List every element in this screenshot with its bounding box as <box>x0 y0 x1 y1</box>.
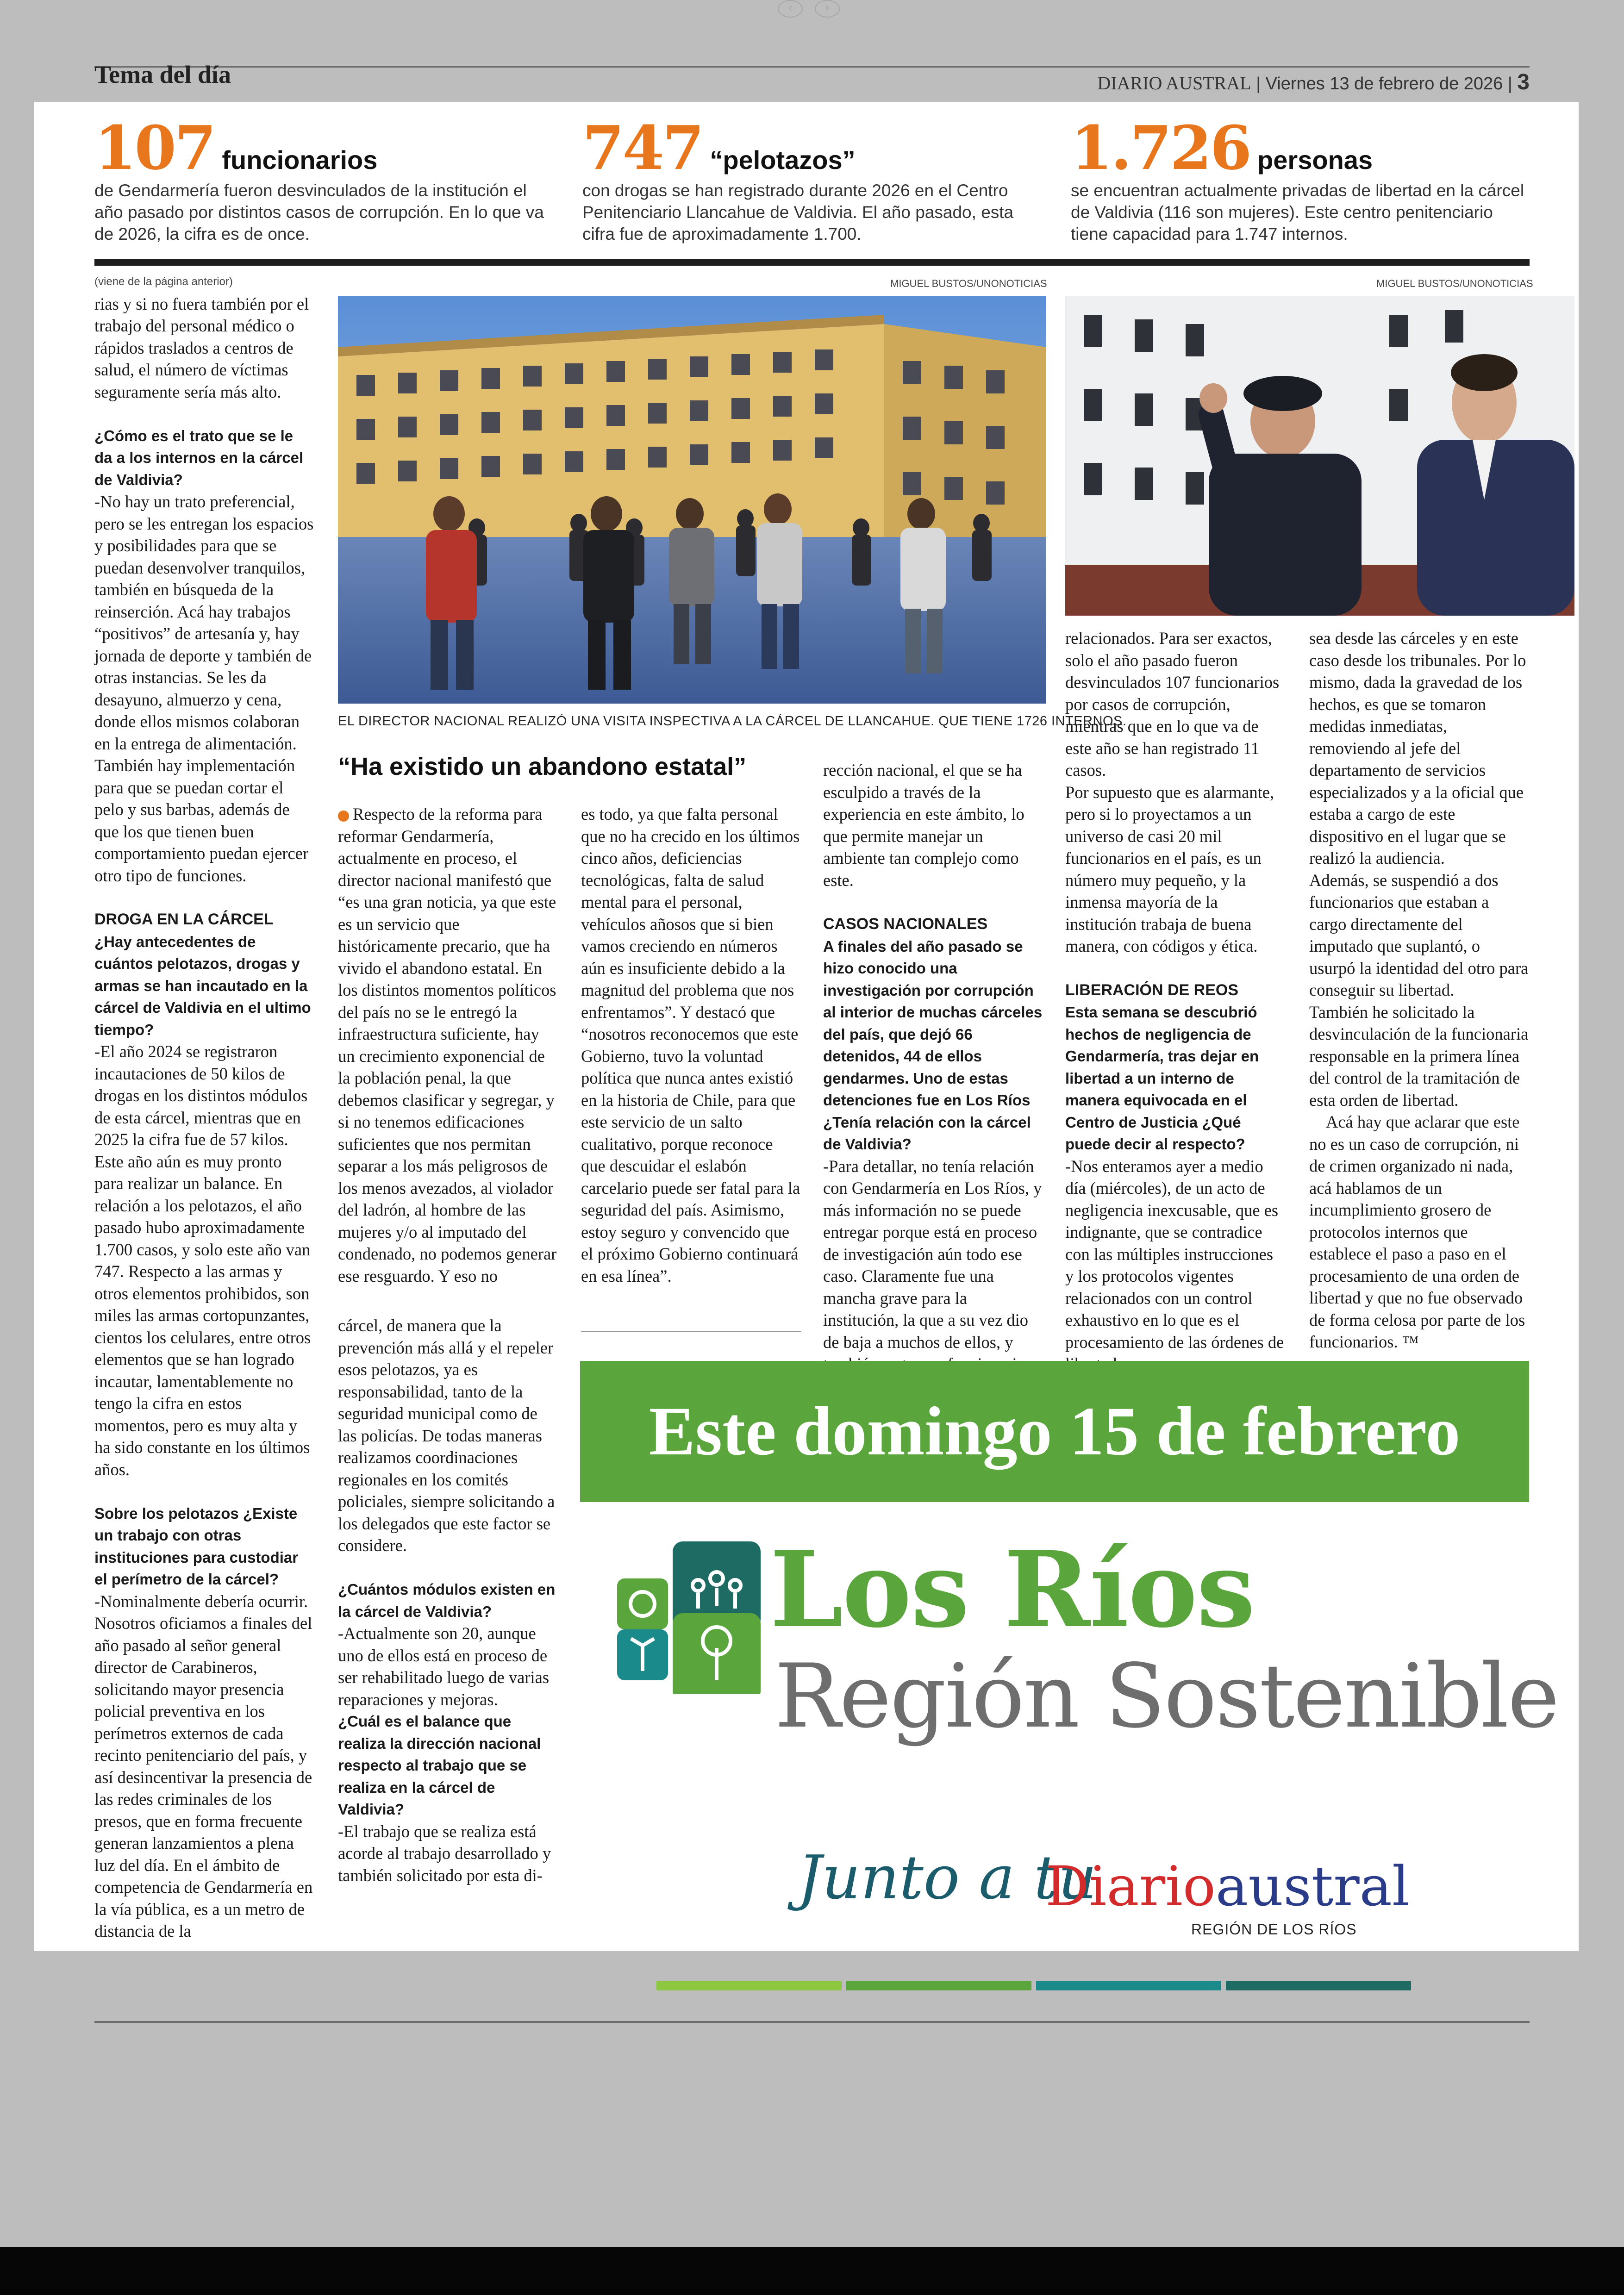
photo-credit: MIGUEL BUSTOS/UNONOTICIAS <box>890 278 1047 289</box>
question: Sobre los pelotazos ¿Existe un trabajo con otras instituciones para custodiar el perímetro de la cárcel? <box>94 1504 299 1588</box>
bullet-dot <box>338 811 349 822</box>
column-rule <box>581 1331 801 1332</box>
logo-region: REGIÓN DE LOS RÍOS <box>1191 1921 1357 1938</box>
ad-stripe <box>1226 1981 1411 1990</box>
article-column-6 <box>1309 627 1530 1353</box>
issue-date: | Viernes 13 de febrero de 2026 | <box>1256 74 1512 94</box>
answer: -Para detallar, no tenía relación con Gendarmería en Los Ríos, y más información no se puede entregar porque está en proceso de investigación aún todo ese caso. Claramente fue una mancha grave para la institución, la que a su vez dio de baja a muchos de ellos, y <box>823 1156 1042 1352</box>
viewer-bottom-bar <box>0 2247 1624 2295</box>
stat-word: funcionarios <box>222 145 378 175</box>
chevron-left-icon[interactable]: ‹ <box>778 0 803 18</box>
question: Esta semana se descubrió hechos de negligencia de Gendarmería, tras dejar en libertad a un interno de manera equivocada en el Centro de Justicia ¿Qué puede decir al respecto? <box>1065 1004 1259 1153</box>
article-column-3 <box>581 803 801 1287</box>
answer: -El año 2024 se registraron incautaciones de 50 kilos de drogas en los distintos módulos de esta cárcel, mientras que en 2025 la cifra fue de 57 kilos. Este año aún es muy pronto para realizar un balance. En relación a los pelotazos, el año pasado hubo aproximadamente 1.700 casos, y solo este año van 747. Respecto a las armas y otros elementos prohibidos, son miles las armas cortopunzantes, cientos los celulares, entre otros elementos que se han logrado incautar, lamentablemente no tengo la cifra en estos momentos, pero es muy alta y ha sido constante en los últimos años. <box>94 1042 311 1479</box>
ad-brand-title: Los Ríos <box>770 1529 1255 1651</box>
stat-desc: con drogas se han registrado durante 2026 en el Centro Penitenciario Llancahue de Valdivia. El año pasado, esta cifra fue de aproximadamente 1.700. <box>582 181 1014 243</box>
ad-title: Este domingo 15 de febrero <box>649 1393 1461 1470</box>
article-column-2 <box>338 803 558 1886</box>
section-heading: DROGA EN LA CÁRCEL <box>94 911 274 928</box>
continued-note: (viene de la página anterior) <box>94 275 233 288</box>
section-divider <box>94 259 1530 266</box>
answer: -Actualmente son 20, aunque uno de ellos está en proceso de ser rehabilitado luego de varias reparaciones y mejoras. <box>338 1624 550 1709</box>
question: A finales del año pasado se hizo conocido una investigación por corrupción al interior de muchas cárceles del país, que dejó 66 detenidos, 44 de ellos gendarmes. Uno de estas detenciones fue en Los Ríos ¿Tenía relación con la cárcel de Valdivia? <box>823 937 1043 1153</box>
page-header-info <box>1097 69 1530 95</box>
section-heading: CASOS NACIONALES <box>823 915 988 933</box>
stat-word: personas <box>1257 145 1373 175</box>
ad-tagline: Junto a tu <box>798 1842 1097 1913</box>
stat-desc: de Gendarmería fueron desvinculados de la institución el año pasado por distintos casos de corrupción. En lo que va de 2026, la cifra es de once. <box>94 181 544 243</box>
prison-yard-photo <box>338 296 1046 704</box>
paragraph: es todo, ya que falta personal que no ha crecido en los últimos cinco años, deficiencias tecnológicas, falta de salud mental para el personal, vehículos añosos que si bien vamos creciendo en números aún es insuficiente debido a la magnitud del problema que nos enfrentamos”. Y destacó que “nosotros reconocemos que este Gobierno, tuvo la voluntad política que nunca antes existió en la historia de Chile, para que este servicio de un salto cualitativo, porque reconoce que descuidar el eslabón carcelario puede ser fatal para la seguridad del país. Asimismo, estoy seguro y convencido que el próximo Gobierno continuará en esa línea”. <box>581 804 800 1285</box>
page-number: 3 <box>1517 70 1530 94</box>
article-headline: “Ha existido un abandono estatal” <box>338 753 747 780</box>
stat-number: 1.726 <box>1071 112 1250 183</box>
stat-desc: se encuentran actualmente privadas de libertad en la cárcel de Valdivia (116 son mujeres). Este centro penitenciario tiene capacidad para 1.747 internos. <box>1071 181 1524 243</box>
chevron-right-icon[interactable]: › <box>815 0 840 18</box>
question: ¿Cuál es el balance que realiza la dirección nacional respecto al trabajo que se realiza en la cárcel de Valdivia? <box>338 1713 541 1818</box>
paragraph: Acá hay que aclarar que este no es un caso de corrupción, ni de crimen organizado ni nada, acá hablamos de un incumplimiento grosero de protocolos internos que establece el paso a paso en el procesamiento de una orden de libertad y que no fue observado de forma celosa por parte de los funcionarios. ™ <box>1309 1112 1525 1351</box>
ad-stripe <box>846 1981 1031 1990</box>
answer: -Nominalmente debería ocurrir. Nosotros oficiamos a finales del año pasado al señor general director de Carabineros, solicitando mayor presencia policial preventiva en los perímetros externos de cada recinto penitenciario del país, y así desincentivar la presencia de las redes criminales de los presos, que en forma frecuente generan lanzamientos a plena luz del día. En el ámbito de competencia de Gendarmería en la vía pública, es a un metro de distancia de la <box>94 1591 313 1940</box>
article-column-1 <box>94 271 315 1942</box>
question: ¿Cómo es el trato que se le da a los internos en la cárcel de Valdivia? <box>94 427 304 488</box>
photo-caption: EL DIRECTOR NACIONAL REALIZÓ UNA VISITA INSPECTIVA A LA CÁRCEL DE LLANCAHUE. QUE TIENE 1726 INTERNOS. <box>338 714 1127 729</box>
paragraph: Respecto de la reforma para reformar Gendarmería, actualmente en proceso, el director nacional manifestó que “es una gran noticia, ya que este es un servicio que históricamente precario, que ha vivido el abandono estatal. En los distintos momentos políticos del país no se le entregó la infraestructura suficiente, hay un crecimiento exponencial de la población penal, la que debemos clasificar y segregar, y si no tenemos edificaciones suficientes que nos permitan separar a los más peligrosos de los menos avezados, al violador del ladrón, al hombre de las mujeres y/o al imputado del condenado, no podemos generar ese resguardo. Y eso no <box>338 804 557 1285</box>
diario-austral-logo: Diarioaustral <box>1045 1854 1410 1918</box>
ad-brand-subtitle: Región Sostenible <box>775 1645 1558 1747</box>
page-nav <box>778 0 846 18</box>
answer: -El trabajo que se realiza está acorde al trabajo desarrollado y también solicitado por esta di- <box>338 1821 551 1885</box>
question: ¿Hay antecedentes de cuántos pelotazos, drogas y armas se han incautado en la cárcel de Valdivia en el ultimo tiempo? <box>94 933 311 1038</box>
question: ¿Cuántos módulos existen en la cárcel de Valdivia? <box>338 1581 556 1620</box>
paragraph: Por supuesto que es alarmante, pero si lo proyectamos a un universo de casi 20 mil funcionarios en el país, es un número muy pequeño, y la inmensa mayoría de la institución trabaja de buena manera, con códigos y ética. <box>1065 782 1274 955</box>
stat-personas <box>1071 112 1534 245</box>
paragraph: rias y si no fuera también por el trabajo del personal médico o rápidos traslados a centros de salud, el número de víctimas seguramente sería más alto. <box>94 294 309 401</box>
answer: -Nos enteramos ayer a medio día (miércoles), de un acto de negligencia inexcusable, que es indignante, que se contradice con las múltiples instrucciones y los protocolos vigentes relacionados con un control exhaustivo en lo que es el procesamiento de las órdenes de <box>1065 1156 1284 1352</box>
paragraph: Además, se suspendió a dos funcionarios que estaban a cargo directamente del imputado que suplantó, o usurpó la identidad del otro para conseguir su libertad. <box>1309 870 1529 999</box>
stat-number: 747 <box>582 112 703 183</box>
ad-stripe <box>1036 1981 1221 1990</box>
newspaper-page <box>34 102 1579 1951</box>
ad-stripe <box>656 1981 842 1990</box>
page-footer-rule <box>94 2021 1530 2023</box>
stat-number: 107 <box>94 112 215 183</box>
article-column-5 <box>1065 627 1286 1375</box>
end-mark: ™ <box>1402 1332 1419 1351</box>
paragraph: sea desde las cárceles y en este caso desde los tribunales. Por lo mismo, dada la gravedad de los hechos, es que se tomaron medidas inmediatas, removiendo al jefe del departamento de servicios especializados y a la oficial que estaba a cargo de este dispositivo en el lugar que se realizó la audiencia. <box>1309 629 1526 867</box>
stat-word: “pelotazos” <box>710 145 856 175</box>
section-title: Tema del día <box>94 61 231 88</box>
photo-credit: MIGUEL BUSTOS/UNONOTICIAS <box>1376 278 1533 289</box>
article-column-4 <box>823 759 1043 1397</box>
answer: -No hay un trato preferencial, pero se les entregan los espacios y posibilidades para que se puedan desenvolver tranquilos, también en búsqueda de la reinserción. Acá hay trabajos “positivos” de artesanía y, hay jornada de deporte y también de otras instancias. Se les da desayuno, almuerzo y cena, donde ellos mismos colaboran en la entrega de alimentación. También hay implementación para que se puedan cortar el pelo y sus barbas, además de que los que tienen buen comportamiento puedan ejercer otro tipo de funciones. <box>94 492 314 885</box>
stat-pelotazos <box>582 112 1045 245</box>
header-rule <box>94 66 1530 68</box>
paper-name: DIARIO AUSTRAL <box>1097 73 1251 94</box>
paragraph: También he solicitado la desvinculación de la funcionaria responsable en la primera línea del control de la tramitación de esta orden de libertad. <box>1309 1002 1529 1110</box>
paragraph: relacionados. Para ser exactos, solo el año pasado fueron desvinculados 107 funcionarios por casos de corrupción, mientras que en lo que va de este año se han registrado 11 casos. <box>1065 629 1280 780</box>
sustainability-logo-icon <box>617 1541 770 1694</box>
paragraph: rección nacional, el que se ha esculpido a través de la experiencia en este ámbito, lo que permite manejar un ambiente tan complejo como este. <box>823 761 1024 890</box>
stat-funcionarios <box>94 112 557 245</box>
paragraph: cárcel, de manera que la prevención más allá y el repeler esos pelotazos, ya es responsabilidad, tanto de la seguridad municipal como de las policías. De todas maneras realizamos coordinaciones regionales en los comités policiales, siempre solicitando a los delegados que este factor se considere. <box>338 1316 555 1555</box>
section-heading: LIBERACIÓN DE REOS <box>1065 981 1239 999</box>
director-photo <box>1065 296 1574 616</box>
